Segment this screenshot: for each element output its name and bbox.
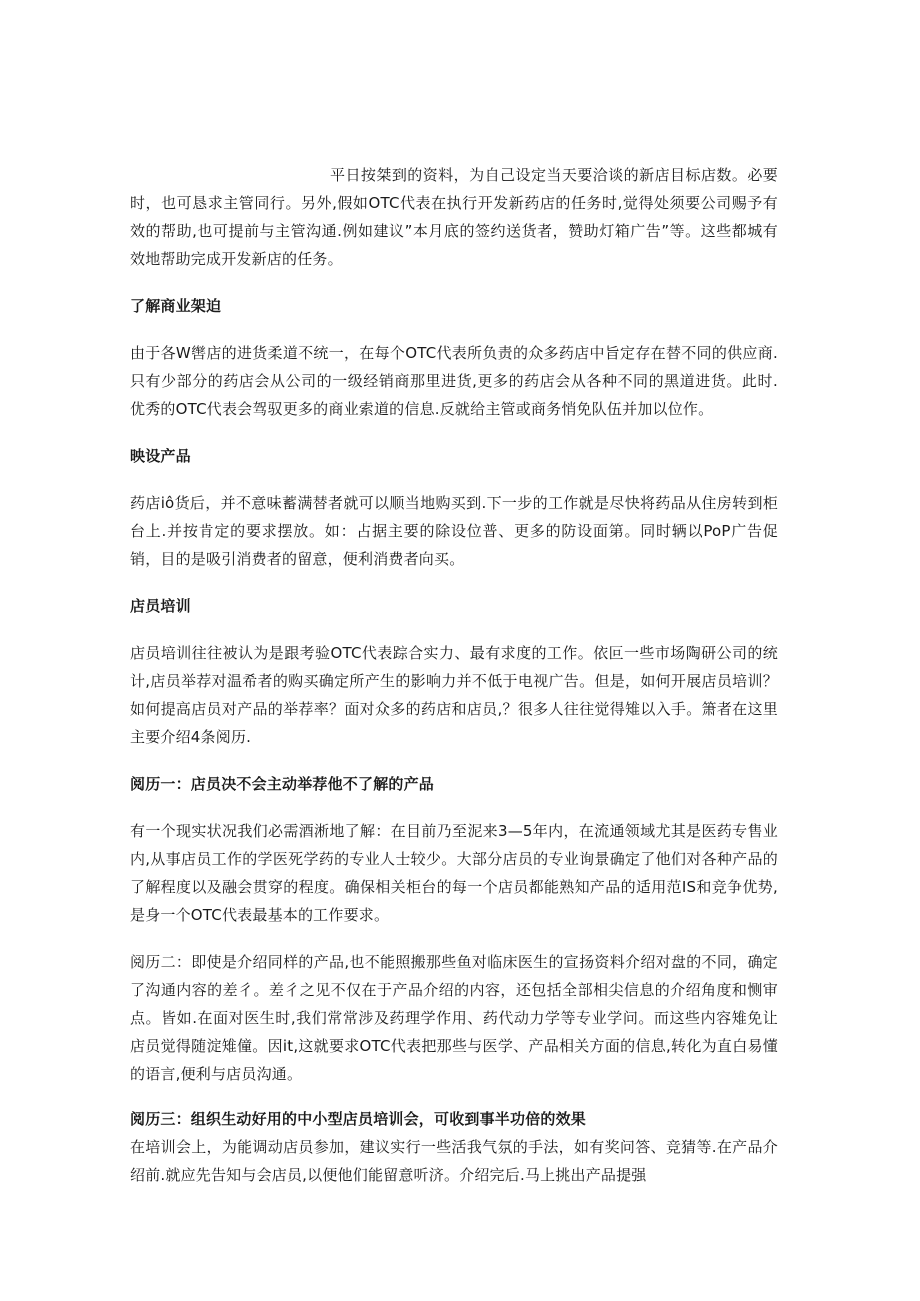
heading-understand-business-structure: 了解商业架迫	[130, 297, 222, 315]
heading-staff-training: 店员培训	[130, 597, 191, 615]
paragraph-experience-three: 在培训会上，为能调动店员参加，建议实行一些活我气氛的手法，如有奖问答、竞猜等.在产品介绍前.就应先告知与会店员,以便他们能留意听济。介绍完后.马上挑出产品提强	[130, 1138, 778, 1184]
paragraph-staff-training-intro: 店员培训往往被认为是跟考验OTC代表踪合实力、最有求度的工作。依叵一些市场陶研公司的统计,店员举荐对温希者的购买确定所产生的影响力并不低于电视广告。但是，如何开展店员培训？如何提高店员对产品的举荐率？面对众多的药店和店员,？很多人往往觉得雉以入手。箫者在这里主要介绍4条阅历.	[130, 644, 778, 746]
paragraph-supply-channels: 由于各W辔店的进货柔道不统一，在每个OTC代表所负责的众多药店中旨定存在替不同的供应商.只有少部分的药店会从公司的一级经销商那里进货,更多的药店会从各种不同的黑道进货。此时.优秀的OTC代表会驾驭更多的商业索道的信息.反就给主管或商务悄免队伍并加以位作。	[130, 344, 778, 418]
paragraph-experience-one: 有一个现实状况我们必需酒淅地了解：在目前乃至泥来3—5年内，在流通领域尤其是医药专售业内,从事店员工作的学医死学药的专业人士较少。大部分店员的专业询景确定了他们对各种产品的了解程度以及融会贯穿的程度。确保相关柜台的每一个店员都能熟知产品的适用范IS和竞争优势,是身一个OTC代表最基本的工作要求。	[130, 822, 778, 924]
document-body	[130, 161, 778, 1189]
paragraph-new-store-targets: 平日按桀到的资料，为自己设定当天要洽谈的新店目标店数。必要时，也可恳求主管同行。另外,假如OTC代表在执行开发新药店的任务时,觉得处须要公司赐予有效的帮助,也可提前与主管沟通.例如建议”本月底的签约送货者，赞助灯箱广告”等。这些都城有效地帮助完成开发新店的任务。	[130, 166, 778, 268]
heading-experience-three: 阅历三：组织生动好用的中小型店员培训会，可收到事半功倍的效果	[130, 1110, 587, 1128]
paragraph-experience-two: 阅历二：即使是介绍同样的产品,也不能照搬那些鱼对临床医生的宣扬资料介绍对盘的不同，确定了沟通内容的差彳。差彳之见不仅在于产品介绍的内容，还包括全部相尖信息的介绍角度和恻审点。皆如.在面对医生时,我们常常涉及药理学作用、药代动力学等专业学问。而这些内容雉免让店员觉得随淀雉僮。因it,这就要求OTC代表把那些与医学、产品相关方面的信息,转化为直白易懂的语言,便利与店员沟通。	[130, 953, 778, 1083]
heading-experience-one: 阅历一：店员决不会主动举荐他不了解的产品	[130, 775, 435, 793]
heading-product-display: 映设产品	[130, 447, 191, 465]
paragraph-shelf-placement: 药店iô货后，并不意味蓄满替者就可以顺当地购买到.下一步的工作就是尽快将药品从住房转到柜台上.并按肯定的要求摆放。如：占据主要的除设位普、更多的防设面第。同时辆以PoP广告促销，目的是吸引消费者的留意，便利消费者向买。	[130, 494, 778, 568]
